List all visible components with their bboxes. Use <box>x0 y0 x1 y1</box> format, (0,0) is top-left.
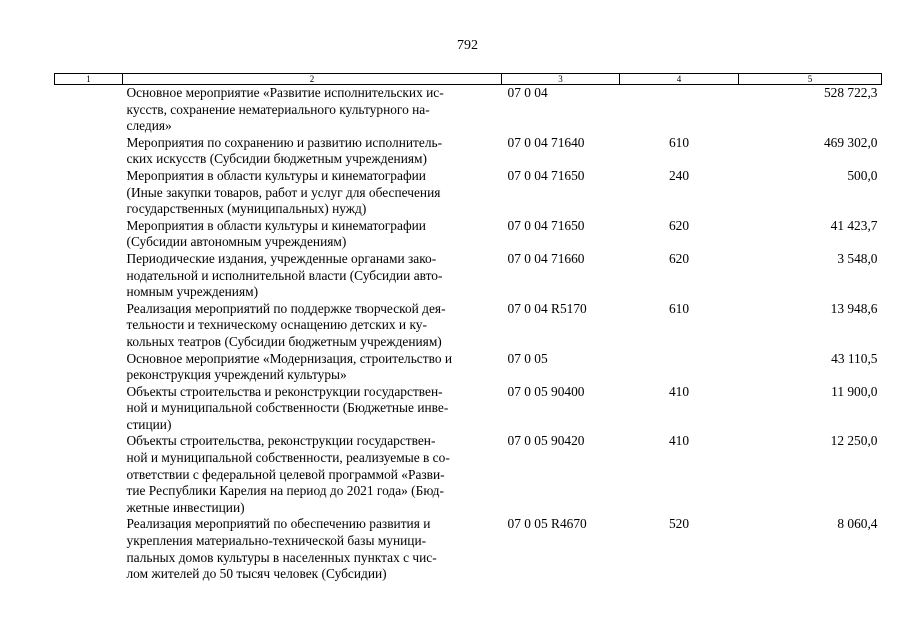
table-row <box>55 251 882 301</box>
column-header-5: 5 <box>739 74 882 85</box>
item-name-cell <box>123 218 502 251</box>
expense-type-cell <box>620 85 739 135</box>
expense-type-cell: 620 <box>668 250 690 266</box>
item-name-cell <box>123 301 502 351</box>
item-name-line: Реализация мероприятий по обеспечению развития и <box>126 516 431 532</box>
expense-type-cell: 620 <box>668 217 690 233</box>
row-number-cell <box>55 301 123 351</box>
amount-cell: 41 423,7 <box>830 217 878 233</box>
item-name-line: Основное мероприятие «Модернизация, строительство и <box>126 350 453 366</box>
item-name-line: ной и муниципальной собственности, реализуемые в со- <box>126 450 450 466</box>
item-name-line: пальных домов культуры в населенных пунктах с чис- <box>126 549 437 565</box>
item-name-line: Объекты строительства и реконструкции государствен- <box>126 383 443 399</box>
classification-code-cell: 07 0 05 90400 <box>507 383 585 399</box>
item-name-line: Объекты строительства, реконструкции государствен- <box>126 433 436 449</box>
item-name-line: стиции) <box>126 416 172 432</box>
table-body <box>55 85 882 583</box>
expense-type-cell: 520 <box>668 516 690 532</box>
amount-cell: 12 250,0 <box>830 433 878 449</box>
expense-type-cell: 240 <box>668 167 690 183</box>
expense-type-cell: 610 <box>668 300 690 316</box>
row-number-cell <box>55 516 123 582</box>
item-name-line: следия» <box>126 118 172 134</box>
item-name-cell <box>123 135 502 168</box>
row-number-cell <box>55 433 123 516</box>
amount-cell: 8 060,4 <box>837 516 878 532</box>
row-number-cell <box>55 351 123 384</box>
amount-cell: 3 548,0 <box>837 250 878 266</box>
item-name-line: (Субсидии автономным учреждениям) <box>126 234 347 250</box>
item-name-cell <box>123 351 502 384</box>
classification-code-cell: 07 0 04 71650 <box>507 217 585 233</box>
page-number: 792 <box>457 38 478 53</box>
table-row <box>55 85 882 135</box>
classification-code-cell: 07 0 04 R5170 <box>507 300 587 316</box>
item-name-line: номным учреждениям) <box>126 284 259 300</box>
row-number-cell <box>55 168 123 218</box>
table-row <box>55 135 882 168</box>
item-name-cell <box>123 251 502 301</box>
item-name-line: Мероприятия в области культуры и кинематографии <box>126 167 426 183</box>
amount-cell: 13 948,6 <box>830 300 878 316</box>
header-row <box>55 74 882 85</box>
item-name-line: ответствии с федеральной целевой программой «Разви- <box>126 466 445 482</box>
classification-code-cell: 07 0 04 71650 <box>507 167 585 183</box>
column-header-2: 2 <box>123 74 502 85</box>
row-number-cell <box>55 218 123 251</box>
item-name-line: Мероприятия по сохранению и развитию исполнитель- <box>126 134 443 150</box>
item-name-line: Реализация мероприятий по поддержке творческой дея- <box>126 300 446 316</box>
item-name-line: реконструкция учреждений культуры» <box>126 367 347 383</box>
table-row <box>55 351 882 384</box>
row-number-cell <box>55 384 123 434</box>
expense-type-cell: 410 <box>668 433 690 449</box>
item-name-cell <box>123 85 502 135</box>
table-header <box>55 74 882 85</box>
classification-code-cell: 07 0 04 71660 <box>507 250 585 266</box>
item-name-cell <box>123 168 502 218</box>
item-name-line: кусств, сохранение нематериального культурного на- <box>126 101 430 117</box>
item-name-line: Основное мероприятие «Развитие исполнительских ис- <box>126 85 444 100</box>
column-header-1: 1 <box>55 74 123 85</box>
classification-code-cell: 07 0 05 R4670 <box>507 516 587 532</box>
item-name-line: Мероприятия в области культуры и кинематографии <box>126 217 426 233</box>
item-name-line: ной и муниципальной собственности (Бюджетные инве- <box>126 400 449 416</box>
classification-code-cell: 07 0 04 <box>507 85 548 100</box>
item-name-line: тие Республики Карелия на период до 2021 года» (Бюд- <box>126 483 444 499</box>
row-number-cell <box>55 85 123 135</box>
item-name-line: жетные инвестиции) <box>126 499 245 515</box>
amount-cell: 528 722,3 <box>823 85 878 100</box>
classification-code-cell: 07 0 04 71640 <box>507 134 585 150</box>
expense-type-cell: 410 <box>668 383 690 399</box>
expense-type-cell: 610 <box>668 134 690 150</box>
column-header-3: 3 <box>502 74 620 85</box>
table-row <box>55 218 882 251</box>
item-name-line: нодательной и исполнительной власти (Субсидии авто- <box>126 267 443 283</box>
item-name-cell <box>123 384 502 434</box>
table-row <box>55 168 882 218</box>
classification-code-cell: 07 0 05 <box>507 350 548 366</box>
item-name-line: укрепления материально-технической базы муници- <box>126 533 427 549</box>
item-name-line: Периодические издания, учрежденные органами зако- <box>126 250 437 266</box>
amount-cell: 469 302,0 <box>823 134 878 150</box>
row-number-cell <box>55 251 123 301</box>
table-row <box>55 301 882 351</box>
table-row <box>55 433 882 516</box>
amount-cell: 500,0 <box>847 167 878 183</box>
expense-type-cell <box>620 351 739 384</box>
table-row <box>55 516 882 582</box>
row-number-cell <box>55 135 123 168</box>
item-name-line: лом жителей до 50 тысяч человек (Субсидии) <box>126 566 387 582</box>
item-name-line: (Иные закупки товаров, работ и услуг для обеспечения <box>126 184 441 200</box>
amount-cell: 43 110,5 <box>831 350 878 366</box>
item-name-line: тельности и техническому оснащению детских и ку- <box>126 317 427 333</box>
item-name-cell <box>123 516 502 582</box>
budget-table <box>54 73 882 583</box>
classification-code-cell: 07 0 05 90420 <box>507 433 585 449</box>
table-row <box>55 384 882 434</box>
item-name-line: государственных (муниципальных) нужд) <box>126 201 367 217</box>
item-name-line: кольных театров (Субсидии бюджетным учреждениям) <box>126 333 442 349</box>
item-name-cell <box>123 433 502 516</box>
column-header-4: 4 <box>620 74 739 85</box>
amount-cell: 11 900,0 <box>831 383 878 399</box>
item-name-line: ских искусств (Субсидии бюджетным учреждениям) <box>126 151 427 167</box>
